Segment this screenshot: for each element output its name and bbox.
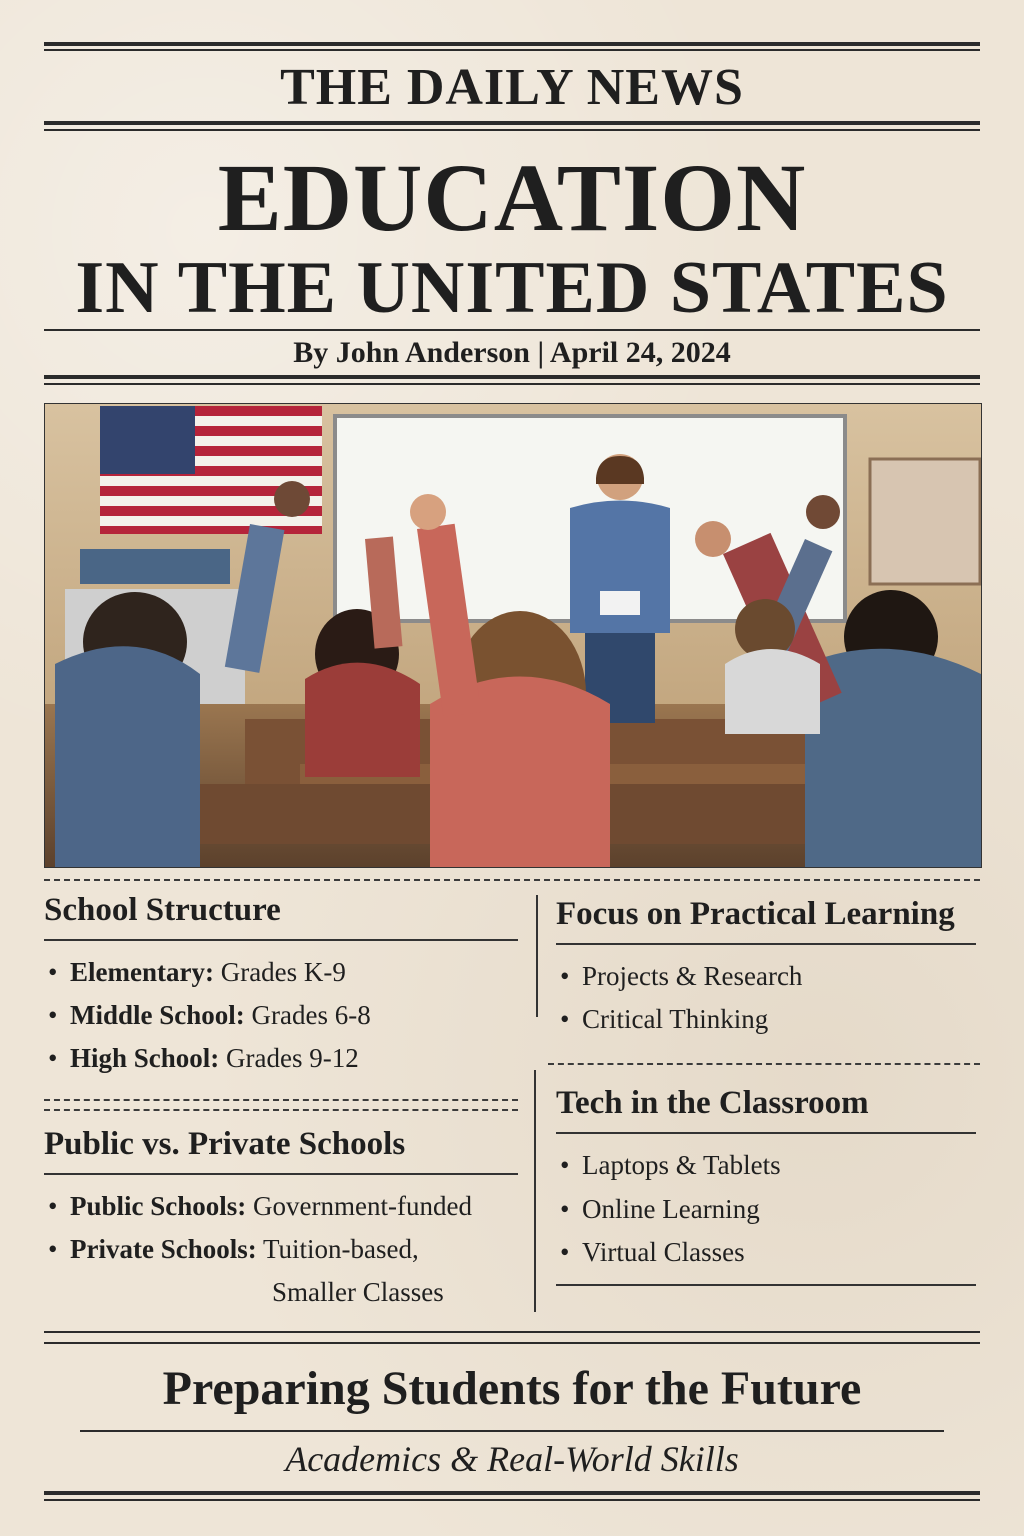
bottom-rule <box>44 1491 980 1495</box>
right-section-dash <box>548 1063 980 1065</box>
masthead-rule-thin <box>44 129 980 131</box>
tech-list <box>556 1144 976 1274</box>
byline-rule-bottom-thin <box>44 383 980 385</box>
school-structure-rule <box>44 939 518 941</box>
list-value: Grades 6-8 <box>244 1000 371 1031</box>
public-private-list <box>44 1185 518 1315</box>
footer-rule-top-2 <box>44 1342 980 1344</box>
tech-title: Tech in the Classroom <box>556 1085 869 1122</box>
footer-rule-top <box>44 1331 980 1333</box>
list-label: Elementary: <box>70 957 214 987</box>
practical-title: Focus on Practical Learning <box>556 896 955 932</box>
list-item <box>44 1228 518 1314</box>
practical-rule <box>556 943 976 945</box>
headline-line-2: IN THE UNITED STATES <box>75 247 949 329</box>
practical-list <box>556 955 976 1041</box>
school-structure-list <box>44 951 518 1081</box>
list-item <box>44 951 518 994</box>
list-item <box>44 1185 518 1228</box>
bottom-rule-thin <box>44 1499 980 1501</box>
left-column <box>44 892 518 1314</box>
left-section-dash-1 <box>44 1099 518 1101</box>
list-item <box>44 994 518 1037</box>
list-label: Public Schools: <box>70 1190 247 1221</box>
byline-rule-bottom <box>44 375 980 379</box>
list-label: High School: <box>70 1043 220 1074</box>
list-value: Grades 9-12 <box>219 1043 359 1074</box>
list-item: • Virtual Classes <box>556 1231 976 1274</box>
public-private-rule <box>44 1173 518 1175</box>
column-divider-bottom <box>534 1070 536 1312</box>
footer-title-rule <box>80 1430 944 1432</box>
footer-subtitle: Academics & Real-World Skills <box>285 1439 739 1479</box>
list-item: • Laptops & Tablets <box>556 1144 976 1187</box>
masthead-rule <box>44 121 980 125</box>
headline-line-1: EDUCATION <box>217 144 807 251</box>
list-label: Middle School: <box>70 1000 245 1031</box>
footer-title: Preparing Students for the Future <box>162 1362 862 1415</box>
left-section-dash-2 <box>44 1109 518 1111</box>
masthead: THE DAILY NEWS <box>280 59 744 116</box>
byline: By John Anderson | April 24, 2024 <box>293 336 731 369</box>
classroom-photo <box>44 403 982 868</box>
list-item: • Critical Thinking <box>556 998 976 1041</box>
tech-bottom-rule <box>556 1284 976 1286</box>
top-rule-thin <box>44 49 980 51</box>
list-value: Tuition-based, <box>256 1233 419 1264</box>
list-item <box>44 1037 518 1080</box>
list-label: Private Schools: <box>70 1233 257 1264</box>
photo-dashed-rule <box>44 879 980 881</box>
list-item: • Online Learning <box>556 1188 976 1231</box>
byline-rule-top <box>44 329 980 331</box>
column-divider-top <box>536 895 538 1017</box>
tech-rule <box>556 1132 976 1134</box>
list-item: • Projects & Research <box>556 955 976 998</box>
list-value-continuation: Smaller Classes <box>272 1276 444 1307</box>
list-value: Government-funded <box>246 1190 472 1221</box>
public-private-title: Public vs. Private Schools <box>44 1125 406 1162</box>
top-rule <box>44 42 980 46</box>
school-structure-title: School Structure <box>44 892 281 928</box>
right-column <box>556 896 976 1286</box>
list-value: Grades K-9 <box>213 957 346 987</box>
